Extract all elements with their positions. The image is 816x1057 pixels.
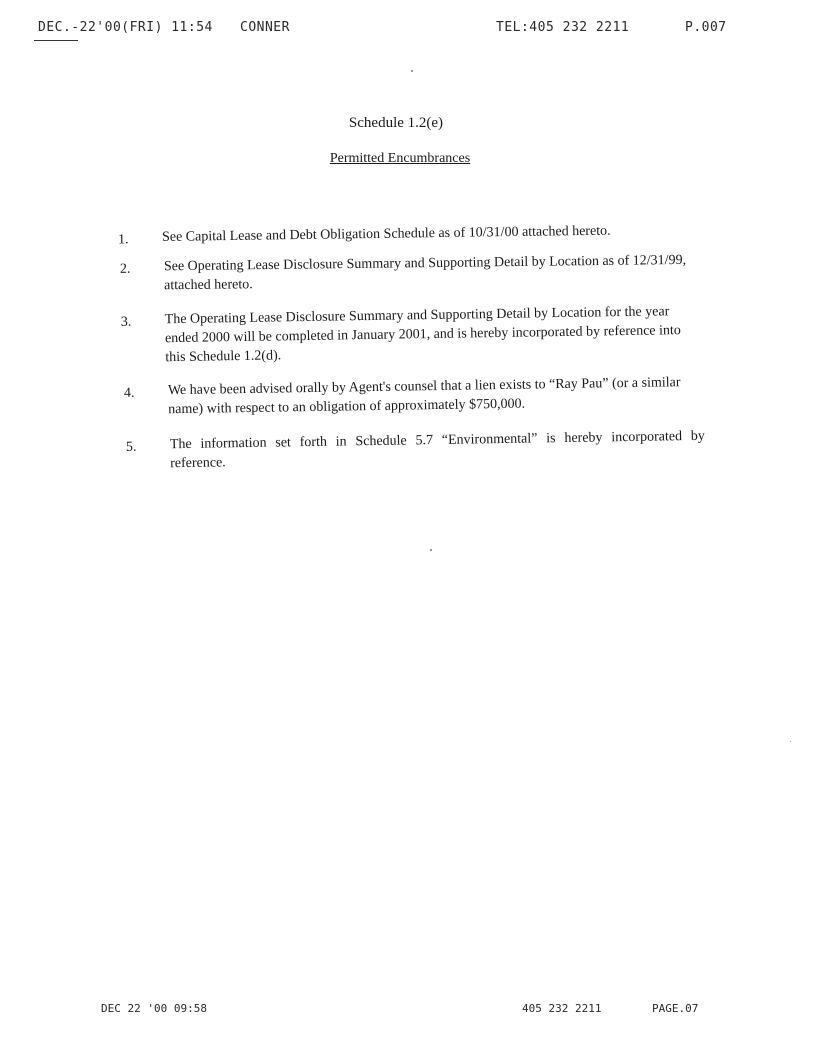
- scan-speck: [430, 549, 432, 551]
- document-title-text: Schedule 1.2(e): [348, 115, 444, 131]
- fax-footer: [0, 1002, 816, 1022]
- fax-header-page: P.007: [685, 20, 727, 35]
- list-item: [117, 220, 722, 248]
- list-item: [125, 427, 706, 473]
- list-item-number: 2.: [119, 261, 131, 277]
- list-item-number: 5.: [125, 439, 137, 455]
- fax-header-date: DEC.-22'00(FRI) 11:54: [38, 20, 213, 35]
- fax-footer-page: PAGE.07: [652, 1002, 699, 1015]
- list-item-text: The Operating Lease Disclosure Summary and Supporting Detail by Location for the year ended 2000 will be completed in January 2001, and is hereby incorporated by reference into this Schedule 1.2(d).: [164, 304, 681, 366]
- document-title: [0, 115, 816, 132]
- fax-footer-tel: 405 232 2211: [522, 1002, 602, 1015]
- document-subtitle: [0, 151, 816, 167]
- list-item-number: 3.: [120, 314, 132, 330]
- list-item: [120, 302, 701, 367]
- list-item-text: See Capital Lease and Debt Obligation Schedule as of 10/31/00 attached hereto.: [161, 223, 611, 245]
- fax-header-underline: [34, 40, 78, 41]
- scan-speck: [790, 741, 791, 742]
- list-item: [123, 373, 709, 419]
- list-item-text: The information set forth in Schedule 5.7 “Environmental” is hereby incorporated by reference.: [169, 428, 705, 472]
- list-item: [119, 251, 704, 296]
- document-subtitle-text: Permitted Encumbrances: [329, 151, 471, 166]
- fax-header-sender: CONNER: [240, 20, 290, 35]
- list-item-number: 1.: [117, 232, 129, 248]
- scan-speck: [411, 70, 413, 72]
- fax-header-tel: TEL:405 232 2211: [496, 20, 630, 35]
- fax-footer-date: DEC 22 '00 09:58: [101, 1002, 207, 1015]
- list-item-number: 4.: [123, 385, 135, 401]
- list-item-text: We have been advised orally by Agent's counsel that a lien exists to “Ray Pau” (or a similar name) with respect to an obligation of approximately $750,000.: [167, 375, 681, 418]
- fax-header: [0, 14, 816, 40]
- list-item-text: See Operating Lease Disclosure Summary and Supporting Detail by Location as of 12/31/99, attached hereto.: [163, 252, 687, 294]
